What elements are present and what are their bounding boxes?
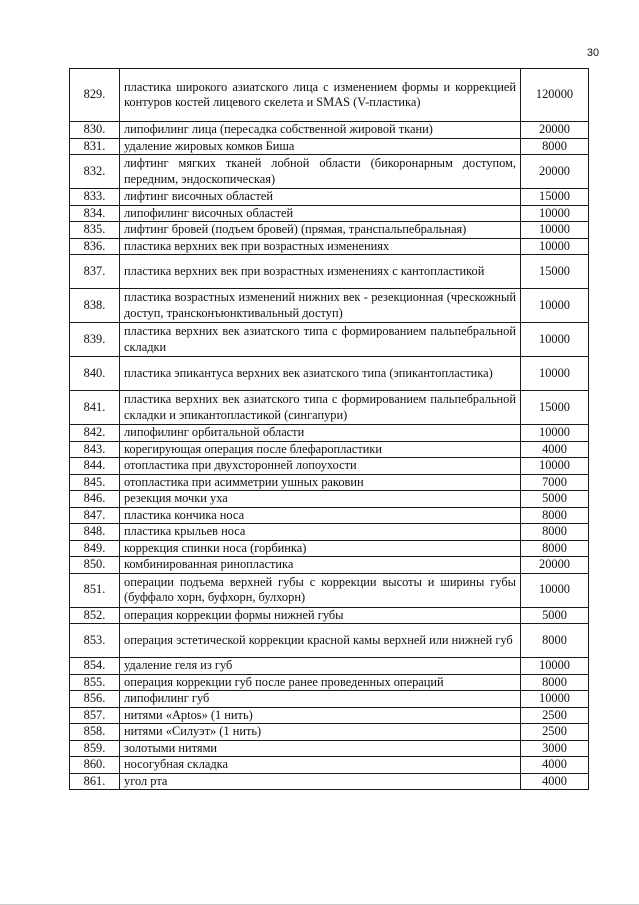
service-description: липофилинг лица (пересадка собственной жировой ткани) [120, 122, 521, 139]
service-description: пластика верхних век при возрастных изменениях [120, 238, 521, 255]
table-row [70, 674, 589, 691]
service-price: 10000 [521, 289, 589, 323]
row-number: 847. [70, 507, 120, 524]
service-price: 2500 [521, 724, 589, 741]
table-row [70, 391, 589, 425]
table-row [70, 289, 589, 323]
service-description: операция коррекции губ после ранее проведенных операций [120, 674, 521, 691]
row-number: 850. [70, 557, 120, 574]
table-row [70, 757, 589, 774]
row-number: 845. [70, 474, 120, 491]
service-price: 10000 [521, 691, 589, 708]
table-row [70, 658, 589, 675]
row-number: 856. [70, 691, 120, 708]
service-price: 10000 [521, 323, 589, 357]
service-price: 15000 [521, 189, 589, 206]
row-number: 857. [70, 707, 120, 724]
row-number: 859. [70, 740, 120, 757]
table-row [70, 222, 589, 239]
service-description: коррекция спинки носа (горбинка) [120, 540, 521, 557]
service-price: 20000 [521, 155, 589, 189]
service-price: 3000 [521, 740, 589, 757]
service-price: 15000 [521, 255, 589, 289]
row-number: 838. [70, 289, 120, 323]
service-description: отопластика при двухсторонней лопоухости [120, 458, 521, 475]
row-number: 832. [70, 155, 120, 189]
table-row [70, 540, 589, 557]
service-price: 4000 [521, 441, 589, 458]
table-row [70, 573, 589, 607]
table-row [70, 691, 589, 708]
row-number: 849. [70, 540, 120, 557]
service-description: пластика широкого азиатского лица с изменением формы и коррекцией контуров костей лицевого скелета и SMAS (V-пластика) [120, 69, 521, 122]
service-description: нитями «Aptos» (1 нить) [120, 707, 521, 724]
row-number: 836. [70, 238, 120, 255]
service-price: 10000 [521, 222, 589, 239]
service-description: пластика верхних век азиатского типа с формированием пальпебральной складки и эпикантопластикой (сингапури) [120, 391, 521, 425]
service-description: лифтинг мягких тканей лобной области (бикоронарным доступом, передним, эндоскопическая) [120, 155, 521, 189]
row-number: 835. [70, 222, 120, 239]
table-row [70, 138, 589, 155]
table-row [70, 189, 589, 206]
service-price: 8000 [521, 138, 589, 155]
row-number: 843. [70, 441, 120, 458]
row-number: 844. [70, 458, 120, 475]
table-row [70, 507, 589, 524]
price-table [69, 68, 589, 790]
row-number: 848. [70, 524, 120, 541]
row-number: 841. [70, 391, 120, 425]
service-price: 8000 [521, 624, 589, 658]
service-description: пластика возрастных изменений нижних век - резекционная (чрескожный доступ, трансконъюнктивальный доступ) [120, 289, 521, 323]
table-row [70, 624, 589, 658]
service-description: угол рта [120, 773, 521, 790]
table-row [70, 357, 589, 391]
service-description: удаление жировых комков Биша [120, 138, 521, 155]
row-number: 852. [70, 607, 120, 624]
service-description: липофилинг губ [120, 691, 521, 708]
table-row [70, 323, 589, 357]
table-row [70, 724, 589, 741]
service-description: золотыми нитями [120, 740, 521, 757]
service-description: корегирующая операция после блефаропластики [120, 441, 521, 458]
service-description: пластика верхних век азиатского типа с формированием пальпебральной складки [120, 323, 521, 357]
row-number: 851. [70, 573, 120, 607]
table-row [70, 441, 589, 458]
table-row [70, 238, 589, 255]
page-number: 30 [586, 47, 600, 59]
row-number: 842. [70, 425, 120, 442]
service-description: пластика крыльев носа [120, 524, 521, 541]
service-price: 120000 [521, 69, 589, 122]
table-row [70, 773, 589, 790]
service-price: 8000 [521, 507, 589, 524]
service-price: 5000 [521, 491, 589, 508]
service-price: 10000 [521, 425, 589, 442]
service-price: 5000 [521, 607, 589, 624]
row-number: 829. [70, 69, 120, 122]
service-description: операция коррекции формы нижней губы [120, 607, 521, 624]
table-row [70, 425, 589, 442]
row-number: 853. [70, 624, 120, 658]
table-row [70, 524, 589, 541]
row-number: 861. [70, 773, 120, 790]
row-number: 830. [70, 122, 120, 139]
service-price: 15000 [521, 391, 589, 425]
service-price: 10000 [521, 458, 589, 475]
service-description: операции подъема верхней губы с коррекции высоты и ширины губы (буффало хорн, буфхорн, булхорн) [120, 573, 521, 607]
service-price: 10000 [521, 205, 589, 222]
service-price: 10000 [521, 658, 589, 675]
service-price: 7000 [521, 474, 589, 491]
table-row [70, 607, 589, 624]
service-price: 4000 [521, 773, 589, 790]
table-row [70, 255, 589, 289]
service-description: пластика верхних век при возрастных изменениях с кантопластикой [120, 255, 521, 289]
service-price: 8000 [521, 540, 589, 557]
service-description: липофилинг височных областей [120, 205, 521, 222]
service-price: 8000 [521, 524, 589, 541]
table-row [70, 557, 589, 574]
service-description: пластика кончика носа [120, 507, 521, 524]
service-description: лифтинг бровей (подъем бровей) (прямая, транспальпебральная) [120, 222, 521, 239]
row-number: 831. [70, 138, 120, 155]
row-number: 834. [70, 205, 120, 222]
table-row [70, 474, 589, 491]
table-row [70, 458, 589, 475]
service-price: 20000 [521, 122, 589, 139]
table-row [70, 491, 589, 508]
service-description: нитями «Силуэт» (1 нить) [120, 724, 521, 741]
table-row [70, 740, 589, 757]
service-price: 2500 [521, 707, 589, 724]
table-row [70, 69, 589, 122]
row-number: 860. [70, 757, 120, 774]
service-price: 10000 [521, 573, 589, 607]
service-description: липофилинг орбитальной области [120, 425, 521, 442]
service-description: комбинированная ринопластика [120, 557, 521, 574]
row-number: 854. [70, 658, 120, 675]
service-price: 10000 [521, 238, 589, 255]
service-description: удаление геля из губ [120, 658, 521, 675]
row-number: 846. [70, 491, 120, 508]
row-number: 839. [70, 323, 120, 357]
service-description: пластика эпикантуса верхних век азиатского типа (эпикантопластика) [120, 357, 521, 391]
service-price: 8000 [521, 674, 589, 691]
price-table-body [70, 69, 589, 790]
row-number: 837. [70, 255, 120, 289]
table-row [70, 122, 589, 139]
service-description: отопластика при асимметрии ушных раковин [120, 474, 521, 491]
row-number: 833. [70, 189, 120, 206]
service-description: лифтинг височных областей [120, 189, 521, 206]
service-description: операция эстетической коррекции красной камы верхней или нижней губ [120, 624, 521, 658]
service-price: 4000 [521, 757, 589, 774]
table-row [70, 155, 589, 189]
table-row [70, 707, 589, 724]
row-number: 858. [70, 724, 120, 741]
service-price: 10000 [521, 357, 589, 391]
service-description: резекция мочки уха [120, 491, 521, 508]
service-price: 20000 [521, 557, 589, 574]
row-number: 855. [70, 674, 120, 691]
row-number: 840. [70, 357, 120, 391]
table-row [70, 205, 589, 222]
service-description: носогубная складка [120, 757, 521, 774]
